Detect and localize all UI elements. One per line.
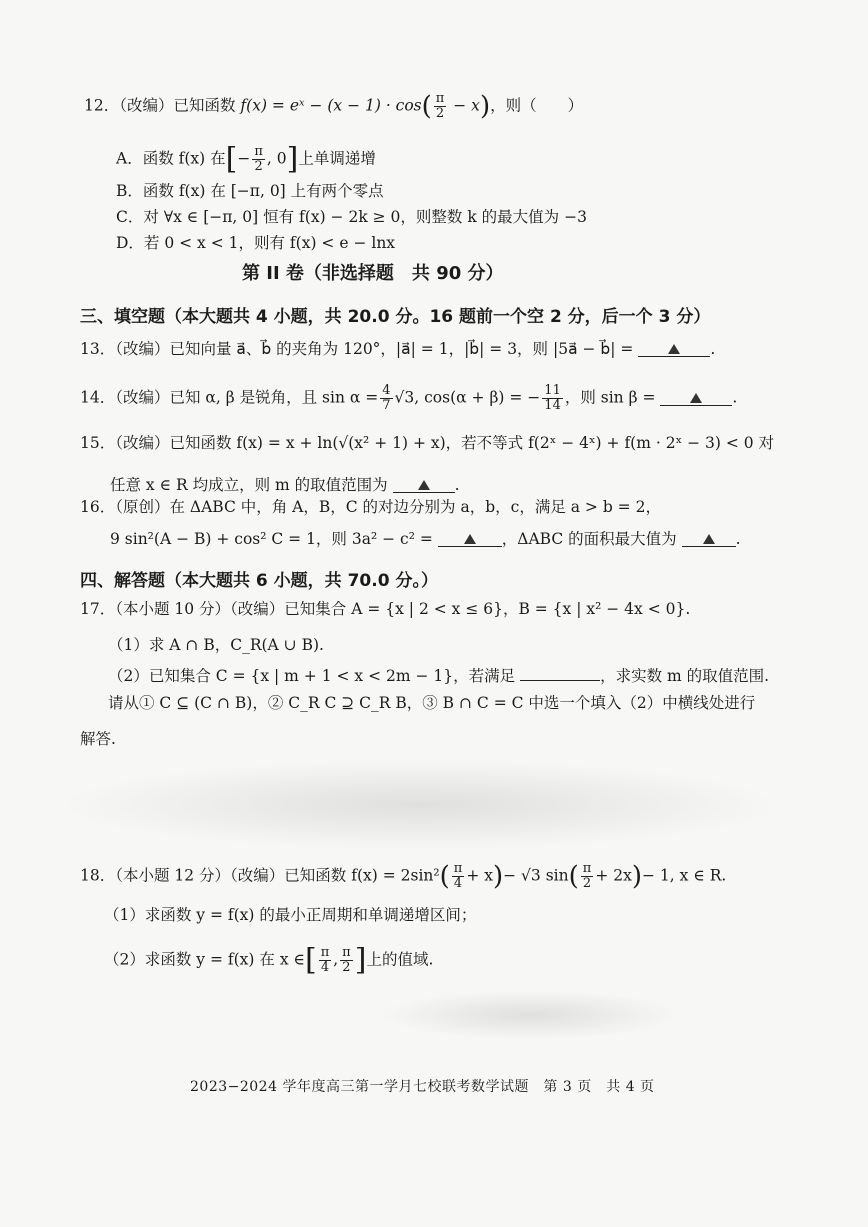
fraction: $\frac{\pi}{4}$	[453, 861, 463, 891]
paren-open: (	[421, 91, 432, 122]
triangle-icon	[703, 534, 715, 544]
q14: 14．（改编）已知 α, β 是锐角，且 sin α = $\frac{4}{7}$ √3, cos(α + β) = − $\frac{11}{14}$ ，则 sin β = .	[80, 383, 738, 413]
q12-option-a: A．函数 f(x) 在[− $\frac{\pi}{2}$ , 0]上单调递增	[116, 141, 376, 177]
q18-line-2: （1）求函数 y = f(x) 的最小正周期和单调递增区间；	[104, 906, 477, 924]
q12-option-d: D．若 0 < x < 1，则有 f(x) < e − lnx	[116, 234, 396, 252]
triangle-icon	[668, 344, 680, 354]
q17-line-1: 17．（本小题 10 分）（改编）已知集合 A = {x | 2 < x ≤ 6}，B = {x | x² − 4x < 0}.	[80, 600, 691, 618]
triangle-icon	[464, 534, 476, 544]
section-3-title: 三、填空题（本大题共 4 小题，共 20.0 分。16 题前一个空 2 分，后一个 3 分）	[80, 307, 711, 327]
answer-blank[interactable]	[638, 338, 710, 357]
q17-line-2: （1）求 A ∩ B，C_R(A ∪ B).	[108, 636, 324, 654]
fraction: $\frac{4}{7}$	[382, 383, 391, 413]
page-footer: 2023−2024 学年度高三第一学月七校联考数学试题 第 3 页 共 4 页	[190, 1079, 655, 1095]
answer-blank[interactable]	[393, 474, 455, 493]
section-4-title: 四、解答题（本大题共 6 小题，共 70.0 分。）	[80, 571, 438, 591]
scan-smudge	[380, 990, 680, 1040]
triangle-icon	[418, 480, 430, 490]
q16-line-2: 9 sin²(A − B) + cos² C = 1，则 3a² − c² = ，ΔABC 的面积最大值为 .	[110, 530, 741, 548]
q16-line-1: 16．（原创）在 ΔABC 中，角 A，B，C 的对边分别为 a，b，c，满足 a > b = 2，	[80, 498, 661, 516]
q17-line-5: 解答.	[80, 730, 116, 748]
q18-line-1: 18．（本小题 12 分）（改编）已知函数 f(x) = 2sin²( $\frac{\pi}{4}$ + x)− √3 sin( $\frac{\pi}{2}$ + 2x)− 1, x ∈ R.	[80, 861, 727, 892]
answer-blank[interactable]	[520, 662, 600, 681]
q15-line-2: 任意 x ∈ R 均成立，则 m 的取值范围为 .	[110, 476, 460, 494]
fraction: $\frac{\pi}{2}$	[342, 945, 351, 975]
q12-option-b: B．函数 f(x) 在 [−π, 0] 上有两个零点	[116, 182, 384, 200]
fraction: $\frac{\pi}{2}$	[254, 144, 263, 174]
triangle-icon	[690, 393, 702, 403]
q13: 13．（改编）已知向量 a⃗、b⃗ 的夹角为 120°，|a⃗| = 1，|b⃗| = 3，则 |5a⃗ − b⃗| = .	[80, 340, 716, 358]
q12-option-c: C．对 ∀x ∈ [−π, 0] 恒有 f(x) − 2k ≥ 0，则整数 k 的最大值为 −3	[116, 208, 587, 226]
q18-line-3: （2）求函数 y = f(x) 在 x ∈[ $\frac{\pi}{4}$ , $\frac{\pi}{2}$ ]上的值域.	[104, 942, 434, 978]
answer-blank[interactable]	[682, 528, 736, 547]
q12-label: 12．（改编）已知函数	[84, 96, 236, 115]
volume-2-title: 第 II 卷（非选择题 共 90 分）	[242, 263, 504, 284]
answer-blank[interactable]	[438, 528, 502, 547]
q17-line-3: （2）已知集合 C = {x | m + 1 < x < 2m − 1}，若满足 ，求实数 m 的取值范围.	[108, 662, 769, 687]
q15-line-1: 15．（改编）已知函数 f(x) = x + ln(√(x² + 1) + x)，若不等式 f(2ˣ − 4ˣ) + f(m · 2ˣ − 3) < 0 对	[80, 434, 775, 452]
fraction: $\frac{11}{14}$	[544, 383, 561, 413]
q17-line-4: 请从① C ⊆ (C ∩ B)，② C_R C ⊇ C_R B，③ B ∩ C = C 中选一个填入（2）中横线处进行	[108, 694, 756, 712]
answer-blank[interactable]	[660, 387, 732, 406]
q12-answer-paren: ，则（ ）	[490, 96, 584, 115]
paren-close: )	[479, 91, 491, 122]
fraction: $\frac{\pi}{2}$	[435, 91, 445, 121]
q12-function: f(x) = eˣ − (x − 1) · cos	[240, 96, 422, 115]
fraction: $\frac{\pi}{4}$	[320, 945, 330, 975]
q12-stem: 12．（改编）已知函数 f(x) = eˣ − (x − 1) · cos( $\frac{\pi}{2}$ − x)，则（ ）	[84, 91, 584, 122]
scan-smudge	[60, 760, 780, 850]
fraction: $\frac{\pi}{2}$	[582, 861, 592, 891]
